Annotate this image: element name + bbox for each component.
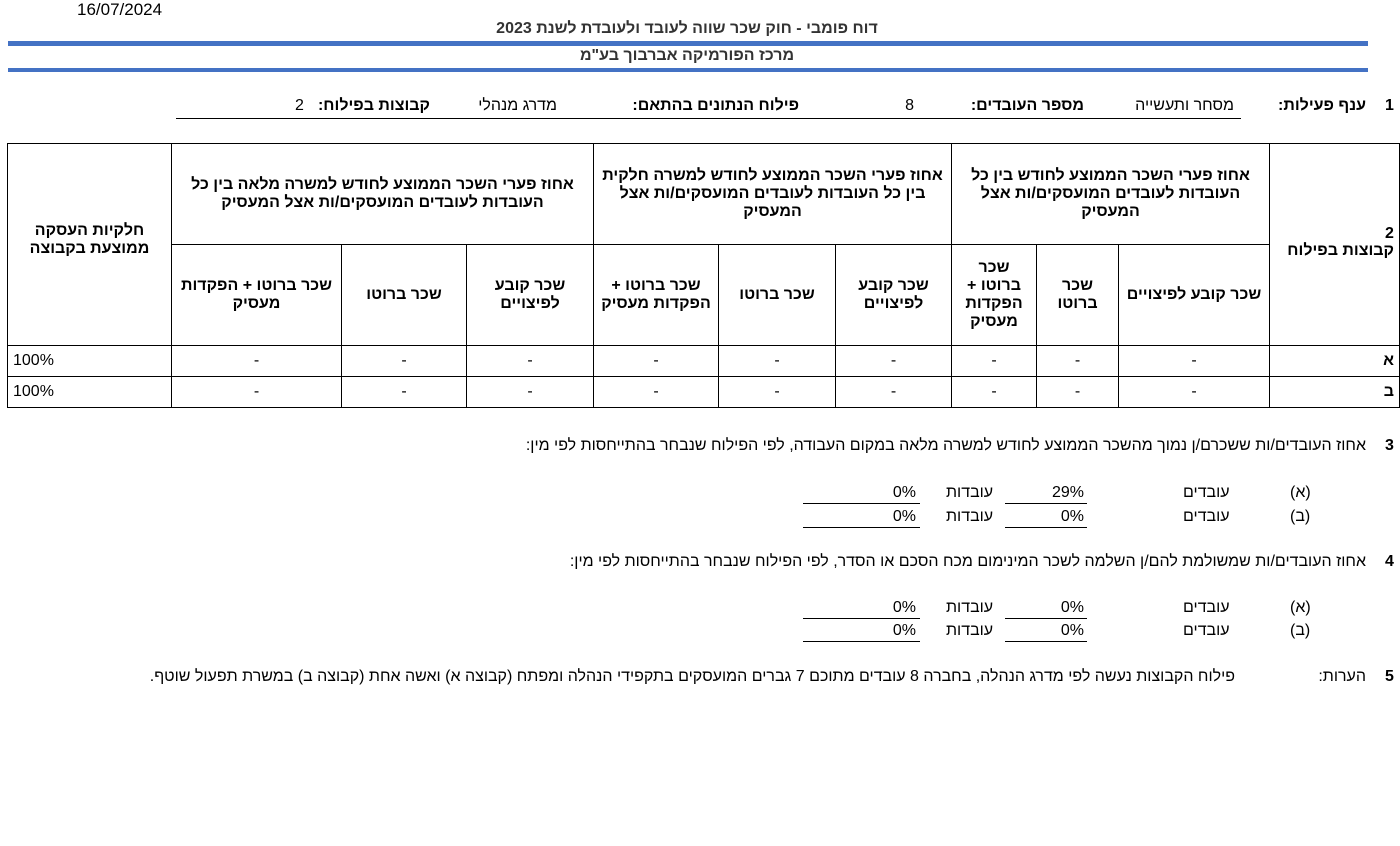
men-label: עובדים [1183,599,1230,616]
table-cell: - [1037,346,1119,377]
notes-text: פילוח הקבוצות נעשה לפי מדרג הנהלה, בחברה 8 עובדים מתוכם 7 גברים המועסקים בתקפידי הנהלה ומפתח (קבוצה א) ואשה אחת (קבוצה ב) במשרת תפעול שוטף. [149,668,1235,685]
group-b-label: (ב) [1290,622,1311,639]
report-date: 16/07/2024 [77,0,163,19]
row-group-label: א [1270,346,1400,377]
section-4-text: אחוז העובדים/ות שמשולמת להם/ן השלמה לשכר המינימום מכח הסכם או הסדר, לפי הפילוח שנבחר בהתייחסות לפי מין: [569,553,1366,570]
pay-gap-table [7,143,1400,408]
company-name: מרכז הפורמיקה אברבוך בע"מ [579,47,795,64]
women-value-underline [803,641,920,642]
women-value: 0% [892,622,916,639]
group-b-label: (ב) [1290,508,1311,525]
table-cell: - [1037,377,1119,408]
men-value-underline [1005,641,1087,642]
table-cell: - [836,346,952,377]
split-label: פילוח הנתונים בהתאם: [632,97,799,114]
table-cell: - [594,377,719,408]
men-value: 0% [1060,622,1084,639]
sub-header-gross-plus: שכר ברוטו + הפקדות מעסיק [172,245,342,346]
col-group-partial-time: אחוז פערי השכר הממוצע לחודש למשרה חלקית בין כל העובדות לעובדים המועסקים/ות אצל המעסיק [594,144,952,245]
table-cell: - [342,377,467,408]
section-5-number: 5 [1385,668,1394,685]
section-2-number: 2 [1385,225,1394,242]
groups-label: קבוצות בפילוח: [317,97,430,114]
group-a-label: (א) [1290,484,1311,501]
sector-value: מסחר ותעשייה [1135,97,1234,114]
sub-header-gross-plus: שכר ברוטו + הפקדות מעסיק [594,245,719,346]
section-3-number: 3 [1385,437,1394,454]
men-label: עובדים [1183,508,1230,525]
table-cell: - [594,346,719,377]
section-4-number: 4 [1385,553,1394,570]
women-label: עובדות [946,599,994,616]
men-value: 0% [1060,599,1084,616]
employees-value: 8 [905,97,914,114]
table-cell: - [836,377,952,408]
report-title: דוח פומבי - חוק שכר שווה לעובד ולעובדת לשנת 2023 [496,20,878,37]
header-rule-bottom [8,68,1368,72]
women-label: עובדות [946,622,994,639]
table-cell: - [719,377,836,408]
table-row [8,346,1400,377]
scope-cell: 100% [8,377,172,408]
men-value: 29% [1051,484,1084,501]
women-value: 0% [892,599,916,616]
men-value-underline [1005,503,1087,504]
table-cell: - [342,346,467,377]
sub-header-severance: שכר קובע לפיצויים [1119,245,1270,346]
sector-label: ענף פעילות: [1278,97,1366,114]
men-label: עובדים [1183,484,1230,501]
col-group-all-employees: אחוז פערי השכר הממוצע לחודש בין כל העובדות לעובדים המועסקים/ות אצל המעסיק [952,144,1270,245]
sub-header-gross: שכר ברוטו [342,245,467,346]
header-rule-top [8,41,1368,46]
women-value-underline [803,618,920,619]
table-cell: - [172,377,342,408]
women-value-underline [803,503,920,504]
scope-cell: 100% [8,346,172,377]
table-cell: - [467,377,594,408]
table-row [8,377,1400,408]
col-header-groups: קבוצות בפילוח [1270,144,1400,346]
women-value-underline [803,527,920,528]
split-value: מדרג מנהלי [478,97,557,114]
women-label: עובדות [946,508,994,525]
table-cell: - [952,346,1037,377]
table-cell: - [1119,377,1270,408]
group-a-label: (א) [1290,599,1311,616]
men-value: 0% [1060,508,1084,525]
sub-header-severance: שכר קובע לפיצויים [836,245,952,346]
groups-value: 2 [295,97,304,114]
men-label: עובדים [1183,622,1230,639]
row-group-label: ב [1270,377,1400,408]
women-value: 0% [892,484,916,501]
table-cell: - [719,346,836,377]
women-label: עובדות [946,484,994,501]
men-value-underline [1005,618,1087,619]
table-cell: - [1119,346,1270,377]
table-cell: - [172,346,342,377]
sub-header-gross-plus: שכר ברוטו + הפקדות מעסיק [952,245,1037,346]
table-cell: - [952,377,1037,408]
sub-header-gross: שכר ברוטו [1037,245,1119,346]
notes-label: הערות: [1318,668,1366,685]
col-header-scope: חלקיות העסקה ממוצעת בקבוצה [8,144,172,346]
women-value: 0% [892,508,916,525]
section-3-text: אחוז העובדים/ות ששכרם/ן נמוך מהשכר הממוצע לחודש למשרה מלאה במקום העבודה, לפי הפילוח שנבחר בהתייחסות לפי מין: [525,437,1366,454]
employees-label: מספר העובדים: [970,97,1084,114]
sub-header-gross: שכר ברוטו [719,245,836,346]
section-1-number: 1 [1385,97,1394,114]
table-cell: - [467,346,594,377]
sub-header-severance: שכר קובע לפיצויים [467,245,594,346]
section-1-underline [176,118,1241,119]
col-group-full-time: אחוז פערי השכר הממוצע לחודש למשרה מלאה בין כל העובדות לעובדים המועסקים/ות אצל המעסיק [172,144,594,245]
men-value-underline [1005,527,1087,528]
